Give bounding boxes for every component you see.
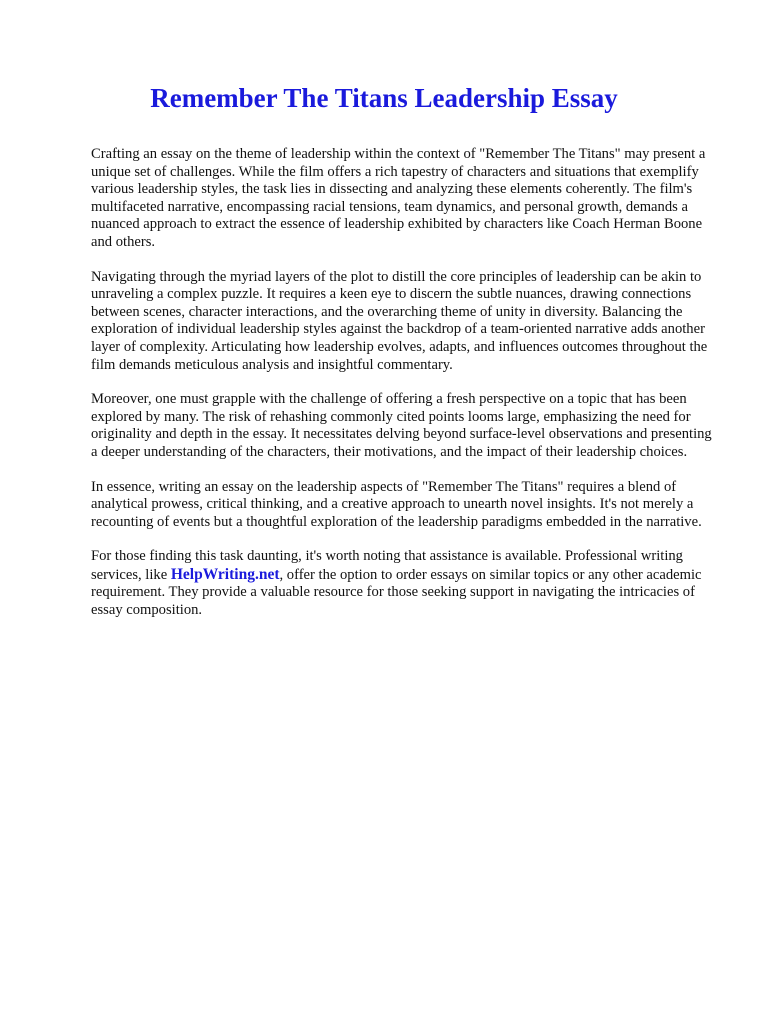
paragraph-5	[91, 548, 721, 619]
paragraph-5-before-link: For those finding this task daunting, it's worth noting that assistance is available. Professional writing services, like	[91, 548, 683, 583]
paragraph-2: Navigating through the myriad layers of the plot to distill the core principles of leadership can be akin to unraveling a complex puzzle. It requires a keen eye to discern the subtle nuances, drawing connections between scenes, character interactions, and the overarching theme of unity in diversity. Balancing the exploration of individual leadership styles against the backdrop of a team-oriented narrative adds another layer of complexity. Articulating how leadership evolves, adapts, and influences outcomes throughout the film demands meticulous analysis and insightful commentary.	[91, 268, 708, 373]
page-title: Remember The Titans Leadership Essay	[150, 83, 618, 113]
paragraph-3: Moreover, one must grapple with the challenge of offering a fresh perspective on a topic that has been explored by many. The risk of rehashing commonly cited points looms large, emphasizing the need for originality and depth in the essay. It necessitates delving beyond surface-level observations and presenting a deeper understanding of the characters, their motivations, and the impact of their leadership choices.	[91, 391, 712, 460]
paragraph-1: Crafting an essay on the theme of leadership within the context of "Remember The Titans" may present a unique set of challenges. While the film offers a rich tapestry of characters and situations that exemplify various leadership styles, the task lies in dissecting and analyzing these elements coherently. The film's multifaceted narrative, encompassing racial tensions, team dynamics, and personal growth, demands a nuanced approach to extract the essence of leadership exhibited by characters like Coach Herman Boone and others.	[91, 146, 706, 250]
helpwriting-link[interactable]: HelpWriting.net	[170, 565, 280, 583]
paragraph-5-after-link: , offer the option to order essays on similar topics or any other academic requirement. They provide a valuable resource for those seeking support in navigating the intricacies of essay composition.	[91, 566, 702, 619]
paragraph-4: In essence, writing an essay on the leadership aspects of "Remember The Titans" requires a blend of analytical prowess, critical thinking, and a creative approach to unearth novel insights. It's not merely a recounting of events but a thoughtful exploration of the leadership paradigms embedded in the narrative.	[91, 478, 702, 530]
essay-body	[91, 146, 721, 637]
